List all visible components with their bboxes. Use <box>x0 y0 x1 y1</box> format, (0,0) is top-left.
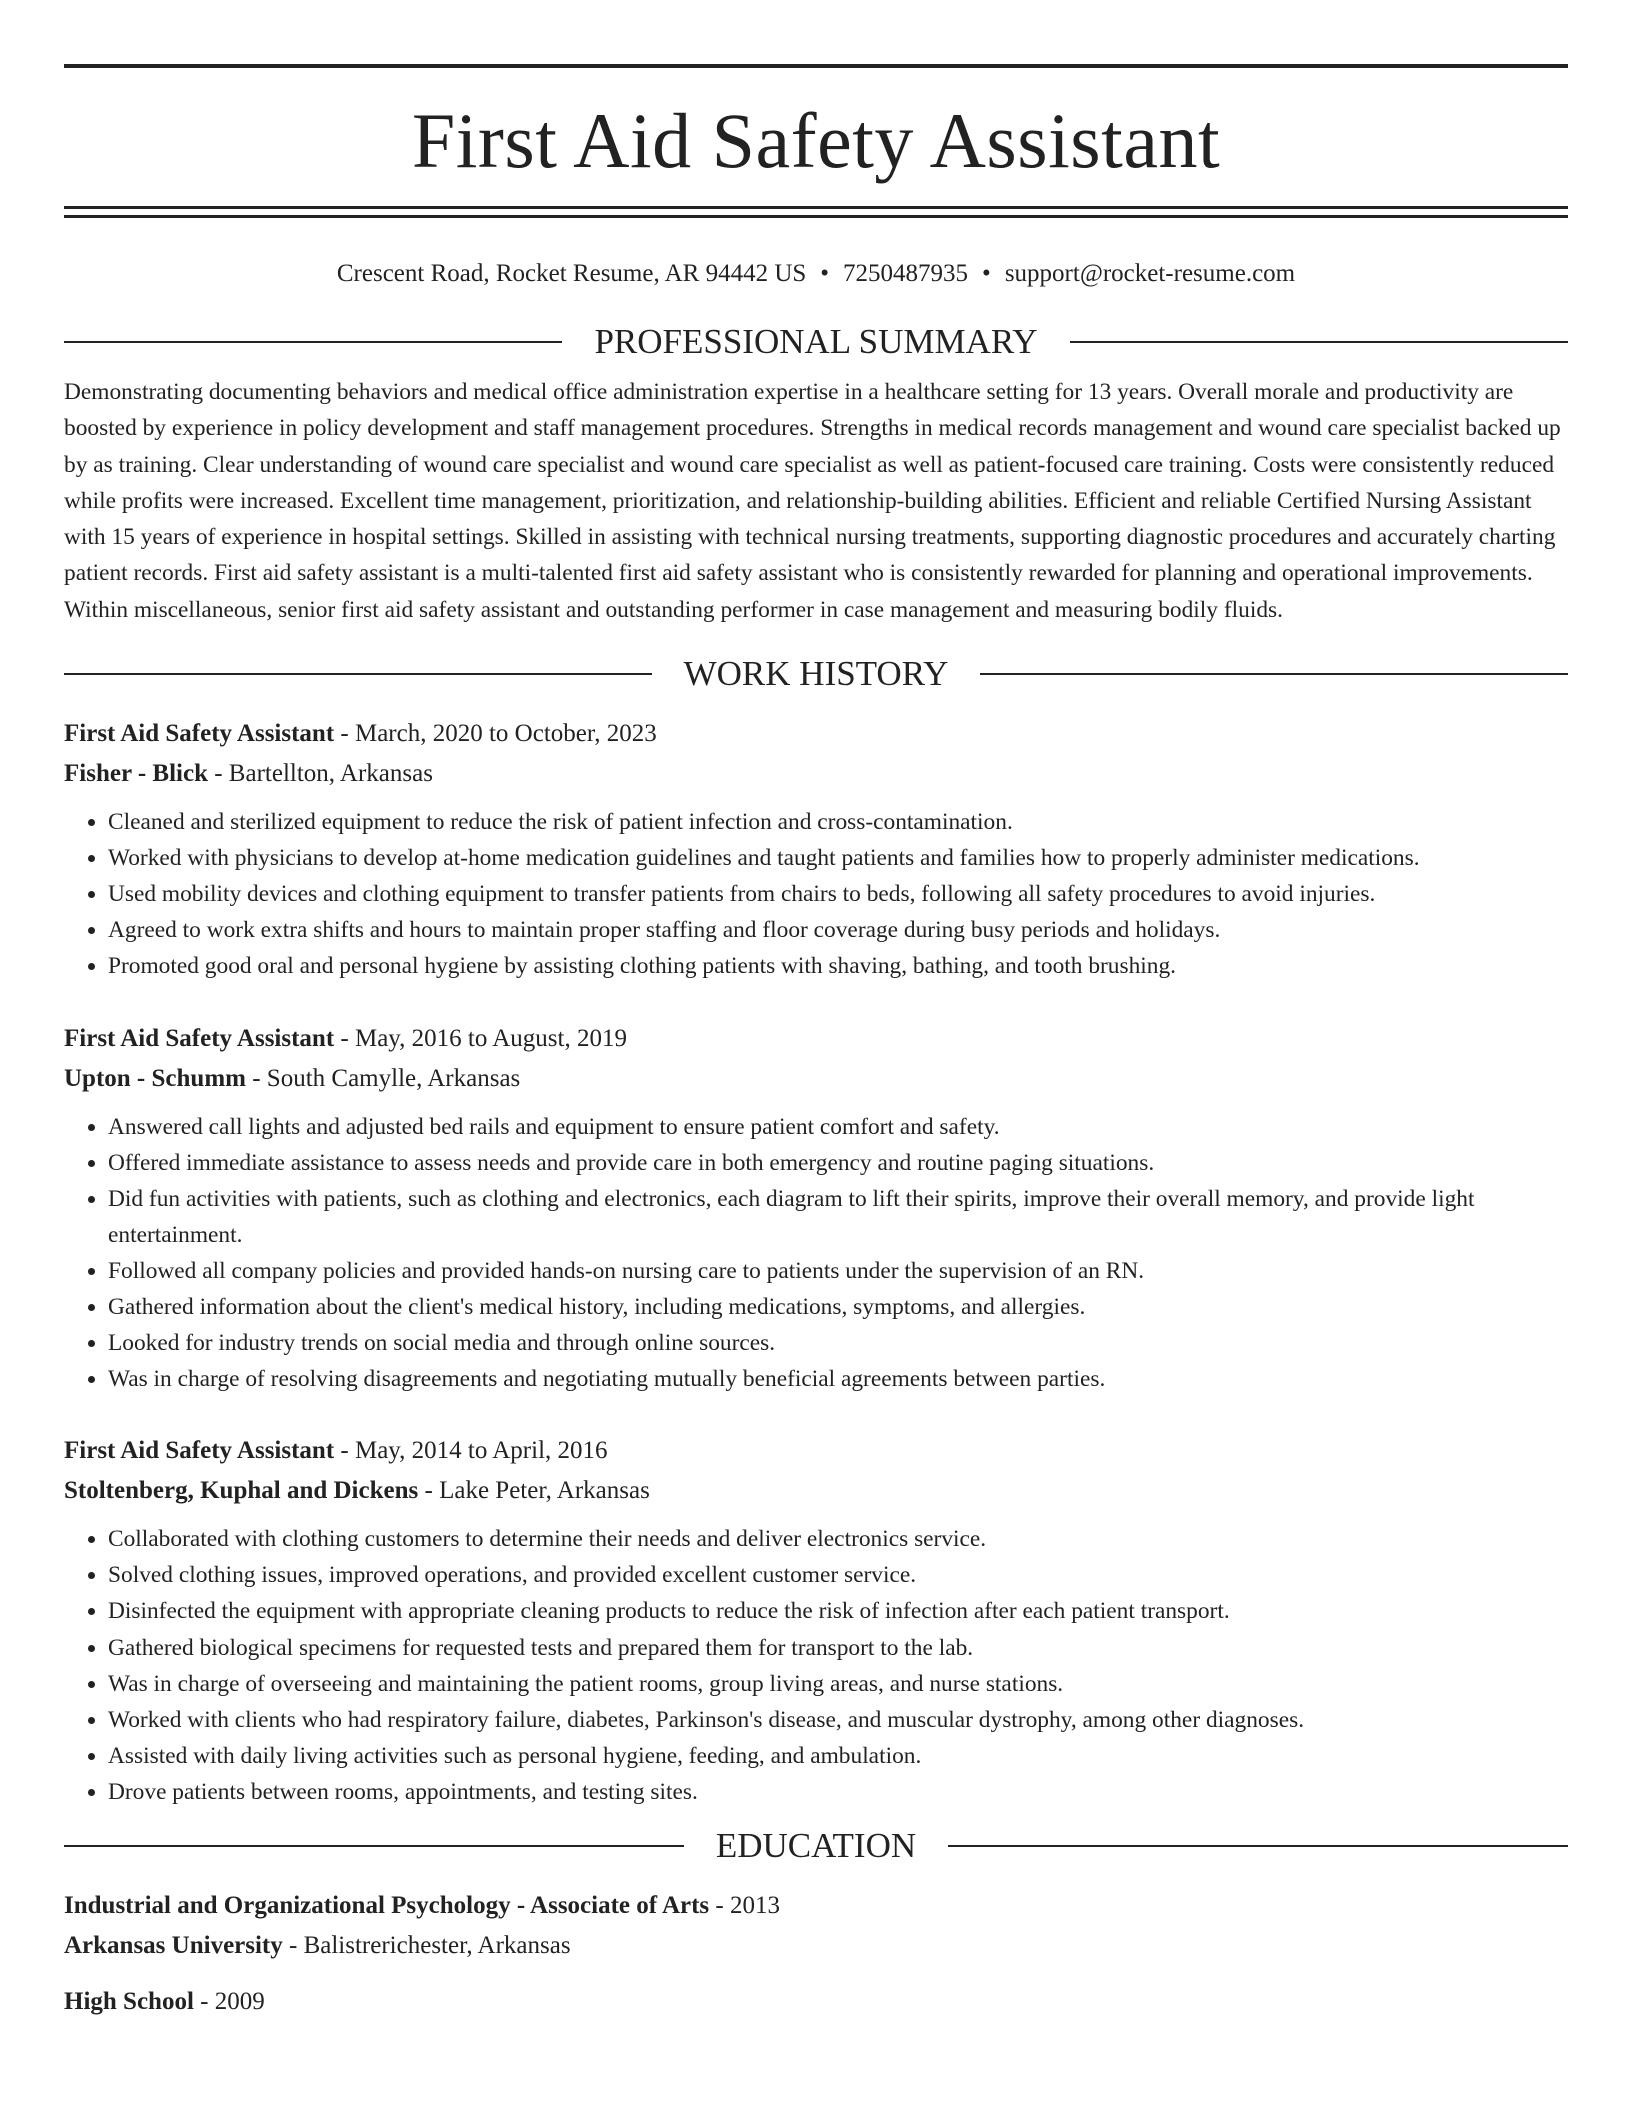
heading-rule <box>64 341 562 343</box>
job-location: - Lake Peter, Arkansas <box>418 1477 650 1505</box>
job-title-line <box>64 1019 1568 1059</box>
contact-separator: • <box>982 260 991 287</box>
education-location: - Balistrerichester, Arkansas <box>282 1932 571 1960</box>
job-company-line <box>64 1471 1568 1511</box>
list-item: • Disinfected the equipment with appropriate cleaning products to reduce the risk of infection after each patient transport. <box>108 1593 1568 1629</box>
job-dates: - March, 2020 to October, 2023 <box>334 720 657 748</box>
education-entry <box>64 1886 1568 1966</box>
job-title: First Aid Safety Assistant <box>64 1437 335 1465</box>
job-dates: - May, 2014 to April, 2016 <box>334 1437 608 1465</box>
list-item: • Used mobility devices and clothing equipment to transfer patients from chairs to beds, following all safety procedures to avoid injuries. <box>108 876 1568 912</box>
education-school-line <box>64 1926 1568 1966</box>
job-bullets <box>64 804 1568 984</box>
job-bullets <box>64 1521 1568 1810</box>
section-title: EDUCATION <box>715 1826 917 1866</box>
job-company: Stoltenberg, Kuphal and Dickens <box>64 1477 419 1505</box>
education-degree-line <box>64 1982 1568 2022</box>
list-item: • Worked with clients who had respiratory failure, diabetes, Parkinson's disease, and muscular dystrophy, among other diagnoses. <box>108 1702 1568 1738</box>
list-item: • Was in charge of overseeing and maintaining the patient rooms, group living areas, and nurse stations. <box>108 1666 1568 1702</box>
list-item: • Agreed to work extra shifts and hours to maintain proper staffing and floor coverage during busy periods and holidays. <box>108 912 1568 948</box>
section-heading-education <box>64 1824 1568 1868</box>
education-degree-line <box>64 1886 1568 1926</box>
education-year: - 2009 <box>193 1988 265 2016</box>
job-company: Upton - Schumm <box>64 1064 246 1092</box>
job-entry <box>64 1431 1568 1810</box>
contact-address: Crescent Road, Rocket Resume, AR 94442 US <box>336 260 807 287</box>
job-title: First Aid Safety Assistant <box>64 720 335 748</box>
resume-title: First Aid Safety Assistant <box>411 97 1221 184</box>
job-location: - South Camylle, Arkansas <box>245 1064 521 1092</box>
list-item: • Answered call lights and adjusted bed rails and equipment to ensure patient comfort and safety. <box>108 1109 1568 1145</box>
job-entry <box>64 1019 1568 1398</box>
list-item: • Cleaned and sterilized equipment to reduce the risk of patient infection and cross-contamination. <box>108 804 1568 840</box>
summary-text: Demonstrating documenting behaviors and medical office administration expertise in a healthcare setting for 13 years. Overall morale and productivity are boosted by experience in policy development and staff management procedures. Strengths in medical records management and wound care specialist backed up by as training. Clear understanding of wound care specialist and wound care specialist as well as patient-focused care training. Costs were consistently reduced while profits were increased. Excellent time management, prioritization, and relationship-building abilities. Efficient and reliable Certified Nursing Assistant with 15 years of experience in hospital settings. Skilled in assisting with technical nursing treatments, supporting diagnostic procedures and accurately charting patient records. First aid safety assistant is a multi-talented first aid safety assistant who is consistently rewarded for planning and operational improvements. Within miscellaneous, senior first aid safety assistant and outstanding performer in case management and measuring bodily fluids. <box>64 379 1561 623</box>
section-heading-summary <box>64 320 1568 364</box>
section-heading-work <box>64 652 1568 696</box>
heading-rule <box>64 1845 684 1847</box>
job-dates: - May, 2016 to August, 2019 <box>334 1024 627 1052</box>
list-item: • Drove patients between rooms, appointments, and testing sites. <box>108 1774 1568 1810</box>
job-bullets <box>64 1109 1568 1398</box>
heading-rule <box>64 673 652 675</box>
education-degree: High School <box>64 1988 194 2016</box>
resume-page <box>64 64 1568 2022</box>
list-item: • Assisted with daily living activities such as personal hygiene, feeding, and ambulation. <box>108 1738 1568 1774</box>
job-title: First Aid Safety Assistant <box>64 1024 335 1052</box>
education-school: Arkansas University <box>64 1932 283 1960</box>
list-item: • Worked with physicians to develop at-home medication guidelines and taught patients and families how to properly administer medications. <box>108 840 1568 876</box>
list-item: • Gathered biological specimens for requested tests and prepared them for transport to the lab. <box>108 1630 1568 1666</box>
list-item: • Offered immediate assistance to assess needs and provide care in both emergency and routine paging situations. <box>108 1145 1568 1181</box>
heading-rule <box>948 1845 1568 1847</box>
contact-email: support@rocket-resume.com <box>1004 260 1296 287</box>
list-item: • Collaborated with clothing customers to determine their needs and deliver electronics service. <box>108 1521 1568 1557</box>
list-item: • Gathered information about the client's medical history, including medications, symptoms, and allergies. <box>108 1289 1568 1325</box>
job-location: - Bartellton, Arkansas <box>207 760 433 788</box>
job-title-line <box>64 714 1568 754</box>
education-year: - 2013 <box>709 1892 780 1920</box>
title-double-rule <box>64 206 1568 218</box>
contact-line <box>64 254 1568 294</box>
job-company: Fisher - Blick <box>64 760 208 788</box>
list-item: • Looked for industry trends on social media and through online sources. <box>108 1325 1568 1361</box>
heading-rule <box>1070 341 1568 343</box>
list-item: • Solved clothing issues, improved operations, and provided excellent customer service. <box>108 1557 1568 1593</box>
contact-separator: • <box>820 260 830 287</box>
education-degree: Industrial and Organizational Psychology - Associate of Arts <box>64 1892 710 1920</box>
top-rule <box>64 64 1568 68</box>
contact-phone: 7250487935 <box>843 260 969 287</box>
job-company-line <box>64 1059 1568 1099</box>
heading-rule <box>980 673 1568 675</box>
job-company-line <box>64 754 1568 794</box>
education-entry <box>64 1982 1568 2022</box>
list-item: • Promoted good oral and personal hygiene by assisting clothing patients with shaving, bathing, and tooth brushing. <box>108 948 1568 984</box>
job-entry <box>64 714 1568 984</box>
list-item: • Followed all company policies and provided hands-on nursing care to patients under the supervision of an RN. <box>108 1253 1568 1289</box>
job-title-line <box>64 1431 1568 1471</box>
list-item: • Was in charge of resolving disagreements and negotiating mutually beneficial agreements between parties. <box>108 1361 1568 1397</box>
section-title: WORK HISTORY <box>683 654 949 694</box>
list-item: • Did fun activities with patients, such as clothing and electronics, each diagram to lift their spirits, improve their overall memory, and provide light entertainment. <box>108 1181 1568 1253</box>
section-title: PROFESSIONAL SUMMARY <box>594 322 1038 361</box>
